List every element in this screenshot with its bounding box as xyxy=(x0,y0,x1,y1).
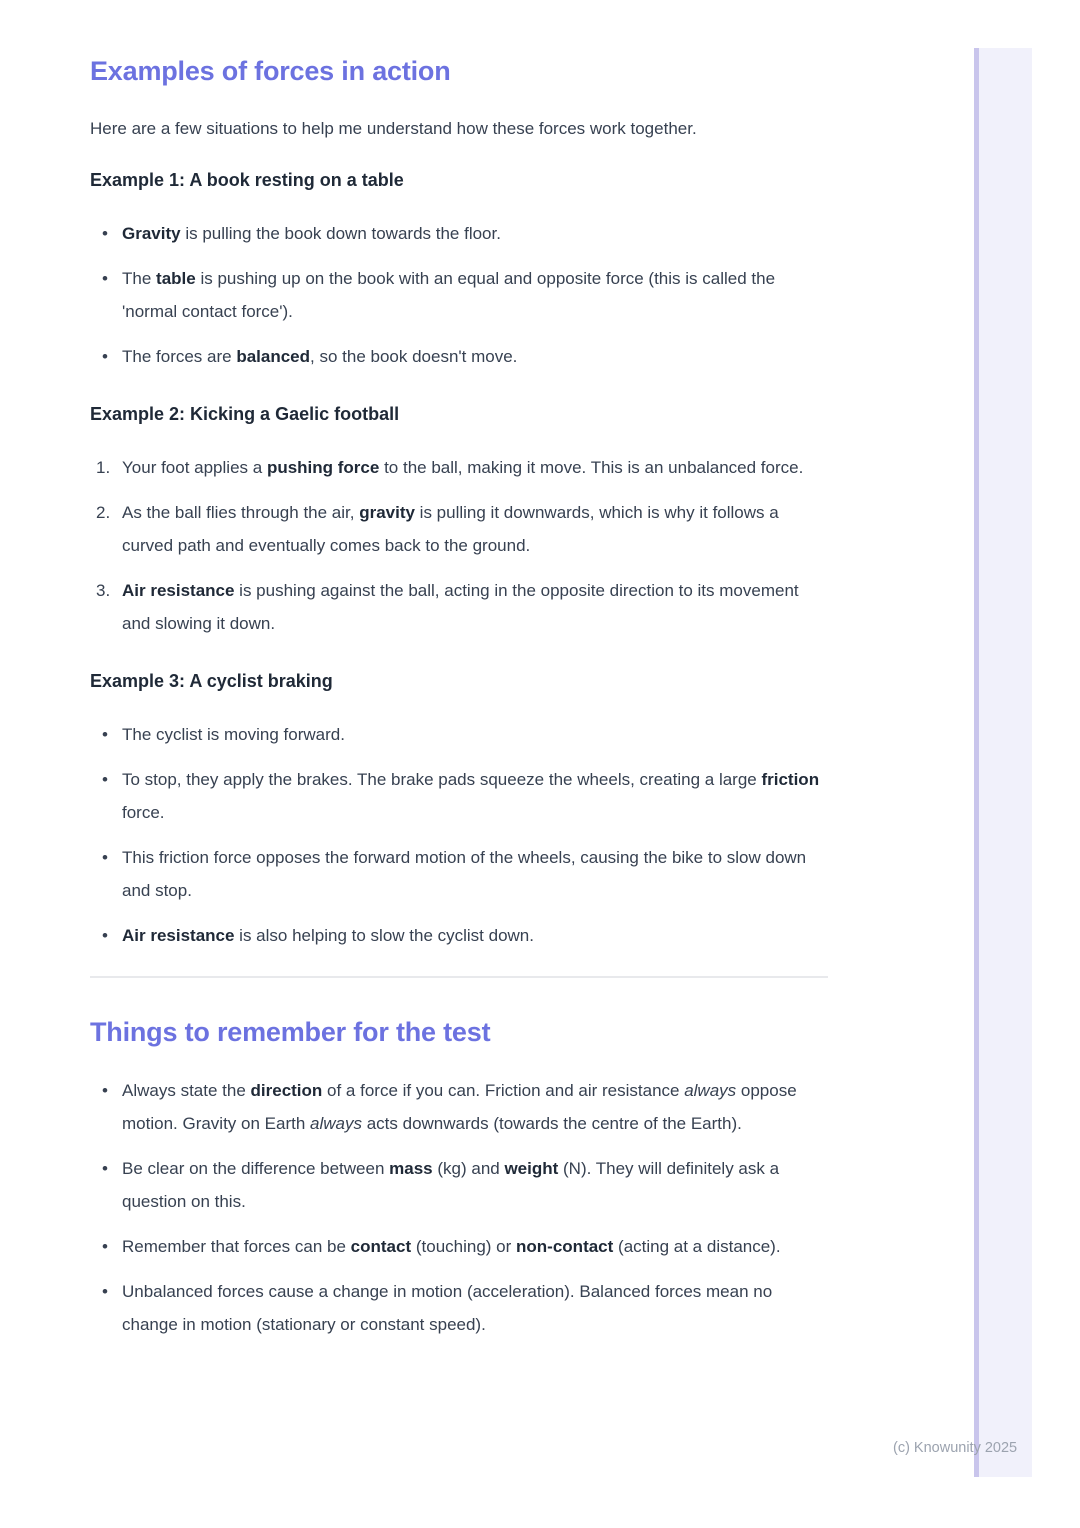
list-item-text: Unbalanced forces cause a change in motion (acceleration). Balanced forces mean no change in motion (stationary or constant speed). xyxy=(122,1281,773,1334)
remember-list xyxy=(90,1074,828,1341)
list-item-text: Gravity is pulling the book down towards the floor. xyxy=(122,224,501,244)
intro-paragraph: Here are a few situations to help me understand how these forces work together. xyxy=(90,119,697,139)
bullet-marker: • xyxy=(102,1236,108,1256)
list-item xyxy=(90,763,828,829)
list-item xyxy=(90,919,828,952)
list-item xyxy=(90,217,828,250)
list-item xyxy=(90,451,828,484)
list-number-marker: 3. xyxy=(96,581,111,601)
bullet-marker: • xyxy=(102,848,108,868)
section-divider xyxy=(90,976,828,978)
bullet-marker: • xyxy=(102,269,108,289)
example-2-heading: Example 2: Kicking a Gaelic football xyxy=(90,404,400,425)
list-item-text: Be clear on the difference between mass (kg) and weight (N). They will definitely ask a question on this. xyxy=(122,1158,780,1211)
list-item xyxy=(90,1275,828,1341)
example-1-list xyxy=(90,217,828,373)
list-item xyxy=(90,718,828,751)
list-item-text: To stop, they apply the brakes. The brake pads squeeze the wheels, creating a large friction force. xyxy=(122,770,820,823)
list-item xyxy=(90,496,828,562)
next-page-edge-panel xyxy=(974,48,1032,1477)
bullet-marker: • xyxy=(102,1158,108,1178)
bullet-marker: • xyxy=(102,1281,108,1301)
bullet-marker: • xyxy=(102,926,108,946)
section-title-remember: Things to remember for the test xyxy=(90,1017,491,1048)
list-item-text: Air resistance is also helping to slow the cyclist down. xyxy=(122,926,534,946)
copyright-watermark: (c) Knowunity 2025 xyxy=(893,1440,1018,1456)
bullet-marker: • xyxy=(102,347,108,367)
example-2-list xyxy=(90,451,828,640)
list-number-marker: 1. xyxy=(96,458,111,478)
list-number-marker: 2. xyxy=(96,503,111,523)
list-item xyxy=(90,1152,828,1218)
bullet-marker: • xyxy=(102,1080,108,1100)
list-item xyxy=(90,1074,828,1140)
page-content xyxy=(90,55,828,1341)
list-item-text: Remember that forces can be contact (touching) or non-contact (acting at a distance). xyxy=(122,1236,781,1256)
bullet-marker: • xyxy=(102,725,108,745)
example-3-list xyxy=(90,718,828,952)
list-item-text: The table is pushing up on the book with an equal and opposite force (this is called the 'normal contact force'). xyxy=(122,269,776,322)
list-item xyxy=(90,841,828,907)
list-item-text: As the ball flies through the air, gravity is pulling it downwards, which is why it follows a curved path and eventually comes back to the ground. xyxy=(122,503,779,556)
list-item-text: Your foot applies a pushing force to the ball, making it move. This is an unbalanced force. xyxy=(122,458,804,478)
bullet-marker: • xyxy=(102,224,108,244)
list-item-text: The cyclist is moving forward. xyxy=(122,725,345,745)
list-item-text: The forces are balanced, so the book doesn't move. xyxy=(122,347,518,367)
list-item-text: This friction force opposes the forward motion of the wheels, causing the bike to slow down and stop. xyxy=(122,848,807,901)
list-item xyxy=(90,340,828,373)
bullet-marker: • xyxy=(102,770,108,790)
section-title-examples: Examples of forces in action xyxy=(90,56,451,86)
example-3-heading: Example 3: A cyclist braking xyxy=(90,671,333,692)
example-1-heading: Example 1: A book resting on a table xyxy=(90,170,404,191)
list-item xyxy=(90,1230,828,1263)
list-item-text: Always state the direction of a force if you can. Friction and air resistance always oppose motion. Gravity on Earth always acts downwards (towards the centre of the Earth). xyxy=(122,1080,797,1133)
list-item xyxy=(90,262,828,328)
list-item-text: Air resistance is pushing against the ball, acting in the opposite direction to its movement and slowing it down. xyxy=(122,581,799,634)
list-item xyxy=(90,574,828,640)
